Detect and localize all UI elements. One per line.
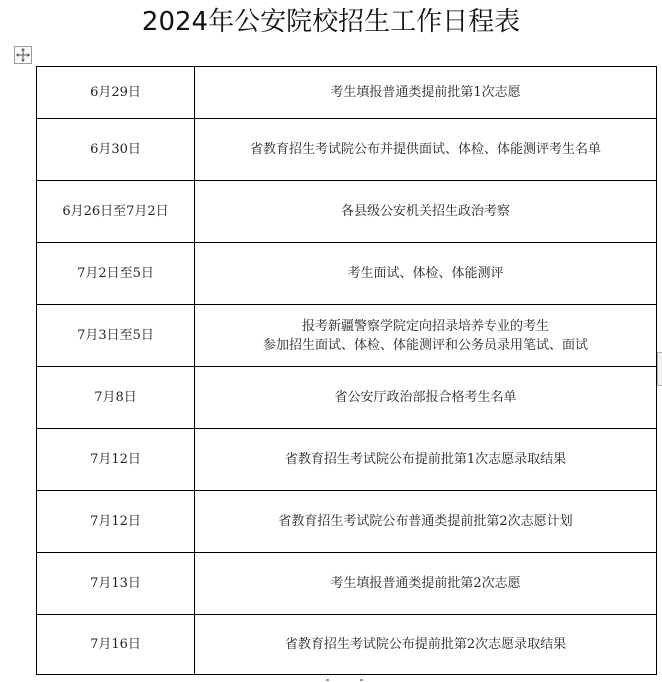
schedule-date-cell: 6月26日至7月2日 [37,181,195,243]
table-row [37,615,657,675]
move-arrows-icon [15,47,31,63]
schedule-event-cell [195,67,657,119]
table-row [37,491,657,553]
schedule-date-cell: 6月29日 [37,67,195,119]
schedule-event-text: 考生填报普通类提前批第2次志愿 [330,576,521,591]
table-row [37,553,657,615]
schedule-date-cell: 7月16日 [37,615,195,675]
schedule-event-cell [195,367,657,429]
schedule-date-cell: 7月13日 [37,553,195,615]
table-row [37,67,657,119]
table-resize-handle[interactable] [657,352,662,386]
schedule-event-cell [195,119,657,181]
schedule-event-text: 报考新疆警察学院定向招录培养专业的考生 [301,318,549,334]
schedule-table [36,66,657,675]
schedule-event-text: 省教育招生考试院公布提前批第1次志愿录取结果 [284,452,567,467]
schedule-date-cell: 7月3日至5日 [37,305,195,367]
schedule-date-cell: 7月8日 [37,367,195,429]
schedule-event-text: 省教育招生考试院公布普通类提前批第2次志愿计划 [278,514,573,529]
schedule-event-cell [195,615,657,675]
schedule-date-cell: 7月2日至5日 [37,243,195,305]
schedule-event-cell [195,553,657,615]
schedule-event-text: 考生填报普通类提前批第1次志愿 [330,85,521,100]
schedule-event-cell [195,429,657,491]
table-row [37,367,657,429]
schedule-event-text: 参加招生面试、体检、体能测评和公务员录用笔试、面试 [262,337,588,353]
schedule-event-text: 省公安厅政治部报合格考生名单 [334,390,517,405]
table-row [37,305,657,367]
page-title: 2024年公安院校招生工作日程表 [141,7,521,37]
schedule-event-cell [195,243,657,305]
schedule-event-text: 省教育招生考试院公布提前批第2次志愿录取结果 [284,637,567,652]
schedule-date-cell: 7月12日 [37,429,195,491]
table-row [37,243,657,305]
schedule-date-cell: 7月12日 [37,491,195,553]
table-row [37,429,657,491]
schedule-event-text: 考生面试、体检、体能测评 [347,266,504,281]
page-bottom-marks [326,679,366,681]
schedule-table-body [37,67,657,675]
table-row [37,119,657,181]
schedule-date-cell: 6月30日 [37,119,195,181]
table-row [37,181,657,243]
schedule-event-cell [195,181,657,243]
schedule-event-cell [195,305,657,367]
schedule-event-text: 省教育招生考试院公布并提供面试、体检、体能测评考生名单 [249,142,601,157]
table-move-handle-icon[interactable] [14,46,32,64]
schedule-event-text: 各县级公安机关招生政治考察 [340,204,510,219]
schedule-event-cell [195,491,657,553]
